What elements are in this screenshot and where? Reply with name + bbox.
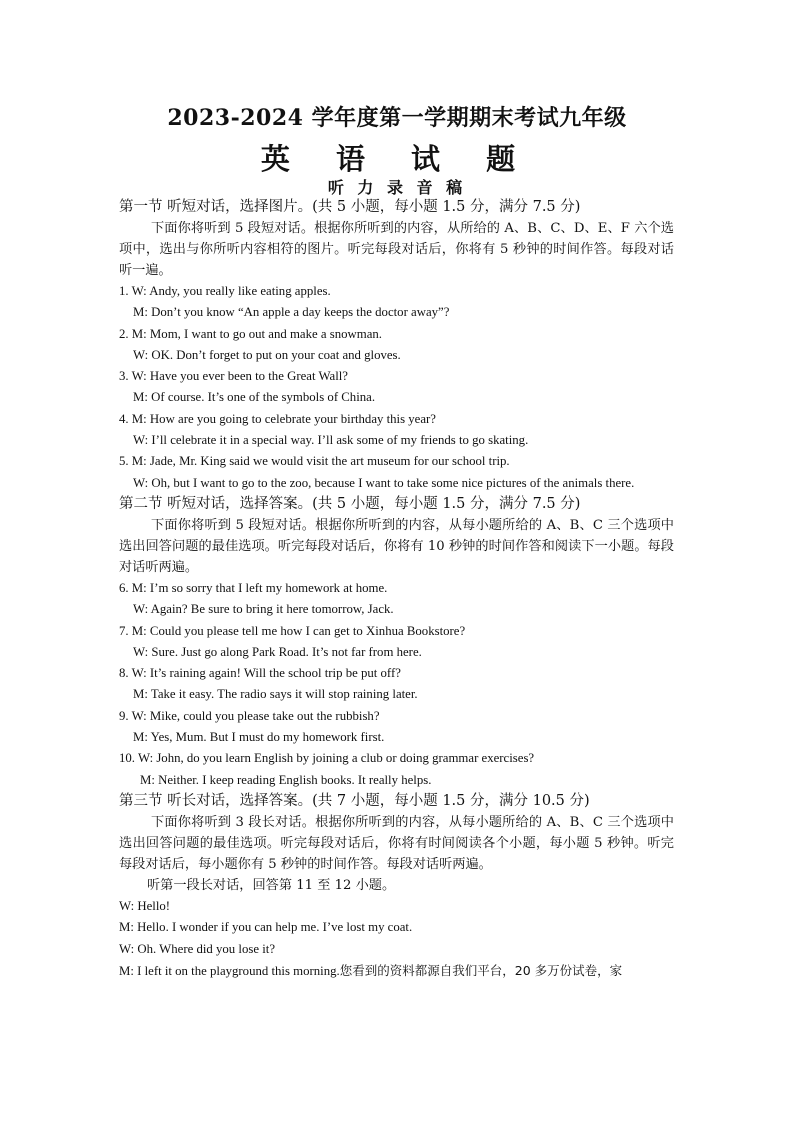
section-2-dialogues [119, 578, 674, 791]
transcript-body [119, 197, 674, 982]
dialogue-line: M: Neither. I keep reading English books. It really helps. [140, 772, 432, 787]
dialogue-line: M: Yes, Mum. But I must do my homework first. [133, 730, 385, 745]
dialogue-line: M: Take it easy. The radio says it will stop raining later. [133, 687, 418, 702]
section-1-dialogues [119, 281, 674, 494]
dialogue-line: 2. M: Mom, I want to go out and make a snowman. [119, 326, 383, 341]
section-2-instruction: 下面你将听到 5 段短对话。根据你所听到的内容，从每小题所给的 A、B、C 三个选项中选出回答问题的最佳选项。听完每段对话后，你将有 10 秒钟的时间作答和阅读下一小题。每段对话听两遍。 [119, 517, 674, 575]
dialogue-line: W: Again? Be sure to bring it here tomorrow, Jack. [133, 602, 394, 617]
dialogue-text: W: Oh, but I want to go to the zoo, because I want to take some nice pictures of the animals there. [133, 475, 635, 490]
dialogue-line: W: I’ll celebrate it in a special way. I’ll ask some of my friends to go skating. [133, 433, 529, 448]
transcript-title: 听 力 录 音 稿 [327, 178, 467, 197]
dialogue-line: W: Sure. Just go along Park Road. It’s not far from here. [133, 644, 422, 659]
exam-title: 2023-2024 学年度第一学期期末考试九年级 [167, 105, 627, 131]
dialogue-line: 3. W: Have you ever been to the Great Wall? [119, 369, 348, 384]
section-3-instruction: 下面你将听到 3 段长对话。根据你所听到的内容，从每小题所给的 A、B、C 三个选项中选出回答问题的最佳选项。听完每段对话后，你将有时间阅读各个小题，每小题 5 秒钟。听完每段对话后，每小题你有 5 秒钟的时间作答。每段对话听两遍。 [119, 814, 674, 872]
section-1-instruction: 下面你将听到 5 段短对话。根据你所听到的内容，从所给的 A、B、C、D、E、F 六个选项中，选出与你所听内容相符的图片。听完每段对话后，你将有 5 秒钟的时间作答。每段对话听一遍。 [119, 221, 674, 278]
dialogue-line: 1. W: Andy, you really like eating apples. [119, 284, 331, 298]
watermark-text: 您看到的资料都源自我们平台，20 多万份试卷，家 [339, 962, 623, 978]
dialogue-line: 6. M: I’m so sorry that I left my homework at home. [119, 580, 388, 595]
dialogue-line [119, 960, 674, 982]
section-3-heading: 第三节 听长对话，选择答案。(共 7 小题，每小题 1.5 分，满分 10.5 分) [119, 792, 590, 809]
section-1-heading: 第一节 听短对话，选择图片。(共 5 小题，每小题 1.5 分，满分 7.5 分) [119, 199, 581, 215]
subject-title: 英 语 试 题 [260, 142, 534, 176]
section-3-dialogue [119, 896, 674, 982]
dialogue-line: M: Of course. It’s one of the symbols of China. [133, 390, 376, 405]
dialogue-line: 10. W: John, do you learn English by joining a club or doing grammar exercises? [119, 751, 535, 766]
dialogue-line: W: Hello! [119, 898, 171, 913]
dialogue-line: M: Hello. I wonder if you can help me. I’ve lost my coat. [119, 920, 413, 935]
dialogue-line: W: Oh. Where did you lose it? [119, 941, 276, 956]
dialogue-line: W: OK. Don’t forget to put on your coat and gloves. [133, 347, 401, 362]
dialogue-line: 9. W: Mike, could you please take out the rubbish? [119, 708, 380, 723]
dialogue-line: 5. M: Jade, Mr. King said we would visit the art museum for our school trip. [119, 454, 510, 469]
dialogue-line: 7. M: Could you please tell me how I can get to Xinhua Bookstore? [119, 623, 466, 638]
dialogue-line [119, 473, 674, 494]
section-3-subheading: 听第一段长对话，回答第 11 至 12 小题。 [147, 877, 396, 893]
dialogue-line: M: Don’t you know “An apple a day keeps the doctor away”? [133, 305, 450, 320]
dialogue-text: M: I left it on the playground this morning. [119, 963, 340, 978]
section-2-heading: 第二节 听短对话，选择答案。(共 5 小题，每小题 1.5 分，满分 7.5 分) [119, 495, 581, 512]
dialogue-line: 4. M: How are you going to celebrate your birthday this year? [119, 411, 436, 426]
dialogue-line: 8. W: It’s raining again! Will the school trip be put off? [119, 666, 401, 681]
